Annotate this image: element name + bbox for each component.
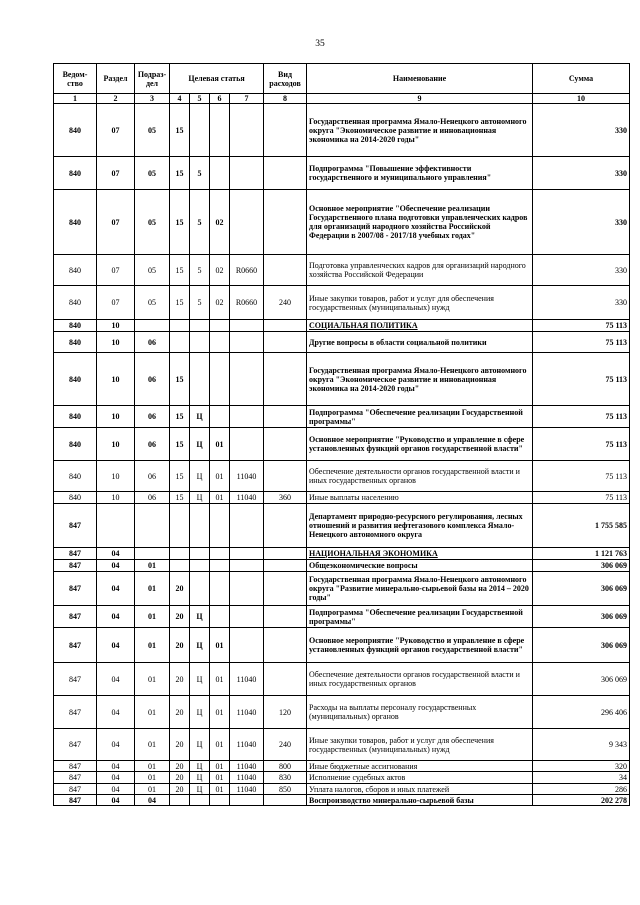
table-row bbox=[54, 286, 630, 320]
cell-summa: 75 113 bbox=[533, 492, 630, 504]
cell-summa: 330 bbox=[533, 255, 630, 286]
cell-naimenovanie: Подпрограмма "Обеспечение реализации Государственной программы" bbox=[307, 406, 533, 428]
cell-direction: 11040 bbox=[230, 461, 264, 492]
table-row bbox=[54, 548, 630, 560]
cell-vedomstvo: 847 bbox=[54, 729, 97, 761]
cell-vid-rashodov bbox=[264, 504, 307, 548]
column-numbers-row bbox=[54, 94, 630, 104]
cell-program: 20 bbox=[170, 761, 190, 772]
cell-podrazdel: 06 bbox=[135, 332, 170, 353]
cell-razdel: 04 bbox=[97, 784, 135, 795]
cell-program bbox=[170, 504, 190, 548]
cell-program bbox=[170, 332, 190, 353]
cell-summa: 306 069 bbox=[533, 663, 630, 696]
cell-naimenovanie: Иные закупки товаров, работ и услуг для обеспечения государственных (муниципальных) нужд bbox=[307, 286, 533, 320]
cell-subprogram: 5 bbox=[190, 286, 210, 320]
cell-podrazdel: 06 bbox=[135, 492, 170, 504]
cell-direction: R0660 bbox=[230, 255, 264, 286]
cell-direction: 11040 bbox=[230, 663, 264, 696]
cell-subprogram bbox=[190, 560, 210, 572]
cell-naimenovanie: Иные выплаты населению bbox=[307, 492, 533, 504]
cell-direction: 11040 bbox=[230, 492, 264, 504]
cell-vid-rashodov bbox=[264, 157, 307, 190]
cell-summa: 306 069 bbox=[533, 572, 630, 606]
cell-razdel: 07 bbox=[97, 255, 135, 286]
cell-subprogram bbox=[190, 795, 210, 806]
cell-subprogram bbox=[190, 332, 210, 353]
cell-event: 01 bbox=[210, 772, 230, 784]
cell-vid-rashodov: 800 bbox=[264, 761, 307, 772]
budget-table bbox=[53, 63, 630, 806]
cell-subprogram: Ц bbox=[190, 696, 210, 729]
cell-naimenovanie: СОЦИАЛЬНАЯ ПОЛИТИКА bbox=[307, 320, 533, 332]
cell-event bbox=[210, 353, 230, 406]
cell-subprogram bbox=[190, 548, 210, 560]
cell-vedomstvo: 847 bbox=[54, 504, 97, 548]
cell-summa: 1 121 763 bbox=[533, 548, 630, 560]
cell-event: 01 bbox=[210, 428, 230, 461]
cell-podrazdel: 01 bbox=[135, 729, 170, 761]
cell-podrazdel: 01 bbox=[135, 784, 170, 795]
cell-direction: 11040 bbox=[230, 729, 264, 761]
cell-vid-rashodov bbox=[264, 428, 307, 461]
cell-vid-rashodov: 830 bbox=[264, 772, 307, 784]
cell-razdel: 04 bbox=[97, 729, 135, 761]
cell-subprogram bbox=[190, 504, 210, 548]
cell-vedomstvo: 847 bbox=[54, 606, 97, 628]
cell-program: 20 bbox=[170, 696, 190, 729]
cell-vedomstvo: 847 bbox=[54, 795, 97, 806]
cell-event bbox=[210, 320, 230, 332]
cell-naimenovanie: НАЦИОНАЛЬНАЯ ЭКОНОМИКА bbox=[307, 548, 533, 560]
cell-summa: 75 113 bbox=[533, 406, 630, 428]
table-row bbox=[54, 560, 630, 572]
cell-summa: 75 113 bbox=[533, 428, 630, 461]
table-row bbox=[54, 104, 630, 157]
cell-naimenovanie: Основное мероприятие "Обеспечение реализации Государственного плана подготовки управленческих кадров для организаций народного хозяйства Российской Федерации в 2007/08 - 2017/18 учебных годах" bbox=[307, 190, 533, 255]
cell-direction bbox=[230, 157, 264, 190]
column-number: 4 bbox=[170, 94, 190, 104]
cell-naimenovanie: Основное мероприятие "Руководство и управление в сфере установленных функций органов государственной власти" bbox=[307, 628, 533, 663]
cell-event: 01 bbox=[210, 784, 230, 795]
cell-vedomstvo: 847 bbox=[54, 548, 97, 560]
cell-razdel: 07 bbox=[97, 104, 135, 157]
cell-naimenovanie: Другие вопросы в области социальной политики bbox=[307, 332, 533, 353]
cell-subprogram: 5 bbox=[190, 255, 210, 286]
cell-razdel: 04 bbox=[97, 548, 135, 560]
cell-podrazdel: 04 bbox=[135, 795, 170, 806]
cell-program: 15 bbox=[170, 190, 190, 255]
cell-event bbox=[210, 104, 230, 157]
cell-event: 02 bbox=[210, 286, 230, 320]
table-row bbox=[54, 353, 630, 406]
cell-subprogram: Ц bbox=[190, 772, 210, 784]
cell-razdel: 04 bbox=[97, 628, 135, 663]
table-body bbox=[54, 104, 630, 806]
cell-subprogram: Ц bbox=[190, 729, 210, 761]
cell-vid-rashodov: 240 bbox=[264, 729, 307, 761]
cell-razdel: 10 bbox=[97, 406, 135, 428]
table-row bbox=[54, 628, 630, 663]
cell-podrazdel: 06 bbox=[135, 353, 170, 406]
cell-vid-rashodov bbox=[264, 353, 307, 406]
cell-event bbox=[210, 332, 230, 353]
cell-naimenovanie: Государственная программа Ямало-Ненецкого автономного округа "Экономическое развитие и инновационная экономика на 2014-2020 годы" bbox=[307, 104, 533, 157]
page-number: 35 bbox=[315, 39, 325, 49]
table-row bbox=[54, 406, 630, 428]
cell-program: 15 bbox=[170, 428, 190, 461]
cell-direction bbox=[230, 428, 264, 461]
cell-summa: 1 755 585 bbox=[533, 504, 630, 548]
cell-program: 15 bbox=[170, 406, 190, 428]
column-number: 6 bbox=[210, 94, 230, 104]
cell-event: 01 bbox=[210, 696, 230, 729]
cell-vedomstvo: 847 bbox=[54, 663, 97, 696]
cell-summa: 75 113 bbox=[533, 353, 630, 406]
table-row bbox=[54, 572, 630, 606]
cell-vedomstvo: 840 bbox=[54, 104, 97, 157]
cell-vedomstvo: 847 bbox=[54, 572, 97, 606]
column-number: 2 bbox=[97, 94, 135, 104]
column-number: 5 bbox=[190, 94, 210, 104]
cell-program: 15 bbox=[170, 286, 190, 320]
cell-vedomstvo: 847 bbox=[54, 772, 97, 784]
cell-vedomstvo: 847 bbox=[54, 628, 97, 663]
cell-summa: 34 bbox=[533, 772, 630, 784]
cell-subprogram: 5 bbox=[190, 157, 210, 190]
cell-direction bbox=[230, 628, 264, 663]
cell-naimenovanie: Подпрограмма "Повышение эффективности государственного и муниципального управления" bbox=[307, 157, 533, 190]
cell-program: 20 bbox=[170, 606, 190, 628]
cell-vid-rashodov: 120 bbox=[264, 696, 307, 729]
cell-podrazdel: 05 bbox=[135, 255, 170, 286]
cell-summa: 330 bbox=[533, 104, 630, 157]
cell-razdel: 04 bbox=[97, 772, 135, 784]
cell-podrazdel: 01 bbox=[135, 606, 170, 628]
cell-vedomstvo: 840 bbox=[54, 255, 97, 286]
cell-vid-rashodov bbox=[264, 548, 307, 560]
cell-subprogram: Ц bbox=[190, 606, 210, 628]
cell-razdel bbox=[97, 504, 135, 548]
cell-program: 15 bbox=[170, 157, 190, 190]
cell-vedomstvo: 840 bbox=[54, 320, 97, 332]
cell-podrazdel: 01 bbox=[135, 628, 170, 663]
header-podrazdel: Подраз-дел bbox=[135, 64, 170, 94]
cell-razdel: 04 bbox=[97, 761, 135, 772]
cell-vid-rashodov bbox=[264, 606, 307, 628]
cell-podrazdel: 01 bbox=[135, 761, 170, 772]
cell-vedomstvo: 840 bbox=[54, 332, 97, 353]
cell-vedomstvo: 847 bbox=[54, 560, 97, 572]
cell-podrazdel: 05 bbox=[135, 157, 170, 190]
cell-razdel: 07 bbox=[97, 157, 135, 190]
cell-vid-rashodov bbox=[264, 663, 307, 696]
cell-event bbox=[210, 157, 230, 190]
cell-vid-rashodov: 240 bbox=[264, 286, 307, 320]
cell-podrazdel: 01 bbox=[135, 772, 170, 784]
cell-program: 20 bbox=[170, 572, 190, 606]
cell-podrazdel: 05 bbox=[135, 190, 170, 255]
cell-vedomstvo: 840 bbox=[54, 492, 97, 504]
cell-podrazdel: 06 bbox=[135, 461, 170, 492]
cell-subprogram: Ц bbox=[190, 628, 210, 663]
table-row bbox=[54, 157, 630, 190]
cell-program bbox=[170, 548, 190, 560]
cell-program: 20 bbox=[170, 663, 190, 696]
table-row bbox=[54, 492, 630, 504]
cell-direction bbox=[230, 606, 264, 628]
cell-vid-rashodov bbox=[264, 255, 307, 286]
cell-podrazdel: 01 bbox=[135, 560, 170, 572]
cell-event bbox=[210, 795, 230, 806]
cell-naimenovanie: Иные закупки товаров, работ и услуг для обеспечения государственных (муниципальных) нужд bbox=[307, 729, 533, 761]
cell-vid-rashodov bbox=[264, 461, 307, 492]
table-row bbox=[54, 504, 630, 548]
cell-program: 15 bbox=[170, 461, 190, 492]
cell-program: 20 bbox=[170, 628, 190, 663]
cell-razdel: 07 bbox=[97, 190, 135, 255]
cell-vedomstvo: 840 bbox=[54, 286, 97, 320]
cell-vedomstvo: 847 bbox=[54, 696, 97, 729]
cell-direction bbox=[230, 353, 264, 406]
header-vedomstvo: Ведом-ство bbox=[54, 64, 97, 94]
table-row bbox=[54, 428, 630, 461]
cell-event: 01 bbox=[210, 461, 230, 492]
column-number: 7 bbox=[230, 94, 264, 104]
column-number: 8 bbox=[264, 94, 307, 104]
cell-subprogram: Ц bbox=[190, 406, 210, 428]
table-row bbox=[54, 461, 630, 492]
cell-direction bbox=[230, 190, 264, 255]
table-row bbox=[54, 606, 630, 628]
cell-summa: 306 069 bbox=[533, 628, 630, 663]
cell-razdel: 04 bbox=[97, 560, 135, 572]
cell-naimenovanie: Общеэкономические вопросы bbox=[307, 560, 533, 572]
cell-direction: R0660 bbox=[230, 286, 264, 320]
cell-event: 01 bbox=[210, 729, 230, 761]
cell-summa: 75 113 bbox=[533, 332, 630, 353]
cell-summa: 75 113 bbox=[533, 320, 630, 332]
cell-subprogram bbox=[190, 320, 210, 332]
table-row bbox=[54, 761, 630, 772]
table-row bbox=[54, 784, 630, 795]
cell-program: 15 bbox=[170, 255, 190, 286]
cell-vedomstvo: 840 bbox=[54, 190, 97, 255]
cell-vid-rashodov bbox=[264, 320, 307, 332]
cell-vedomstvo: 840 bbox=[54, 428, 97, 461]
cell-razdel: 04 bbox=[97, 696, 135, 729]
cell-razdel: 10 bbox=[97, 461, 135, 492]
header-razdel: Раздел bbox=[97, 64, 135, 94]
cell-vid-rashodov: 850 bbox=[264, 784, 307, 795]
cell-podrazdel bbox=[135, 548, 170, 560]
cell-event: 02 bbox=[210, 255, 230, 286]
header-row bbox=[54, 64, 630, 94]
cell-program bbox=[170, 795, 190, 806]
cell-summa: 320 bbox=[533, 761, 630, 772]
table-row bbox=[54, 320, 630, 332]
cell-vid-rashodov bbox=[264, 104, 307, 157]
cell-naimenovanie: Воспроизводство минерально-сырьевой базы bbox=[307, 795, 533, 806]
cell-direction: 11040 bbox=[230, 696, 264, 729]
cell-subprogram: Ц bbox=[190, 784, 210, 795]
cell-direction bbox=[230, 504, 264, 548]
cell-razdel: 10 bbox=[97, 320, 135, 332]
cell-event bbox=[210, 504, 230, 548]
cell-direction bbox=[230, 406, 264, 428]
cell-naimenovanie: Обеспечение деятельности органов государственной власти и иных государственных органов bbox=[307, 663, 533, 696]
cell-event: 01 bbox=[210, 492, 230, 504]
cell-vedomstvo: 847 bbox=[54, 784, 97, 795]
cell-naimenovanie: Обеспечение деятельности органов государственной власти и иных государственных органов bbox=[307, 461, 533, 492]
cell-subprogram: Ц bbox=[190, 761, 210, 772]
table-row bbox=[54, 190, 630, 255]
cell-direction bbox=[230, 320, 264, 332]
cell-event: 01 bbox=[210, 628, 230, 663]
table-row bbox=[54, 696, 630, 729]
cell-razdel: 10 bbox=[97, 353, 135, 406]
cell-program: 20 bbox=[170, 772, 190, 784]
cell-podrazdel: 01 bbox=[135, 572, 170, 606]
cell-subprogram bbox=[190, 353, 210, 406]
cell-summa: 286 bbox=[533, 784, 630, 795]
cell-vid-rashodov bbox=[264, 795, 307, 806]
cell-direction: 11040 bbox=[230, 784, 264, 795]
table-row bbox=[54, 729, 630, 761]
cell-naimenovanie: Государственная программа Ямало-Ненецкого автономного округа "Экономическое развитие и инновационная экономика на 2014-2020 годы" bbox=[307, 353, 533, 406]
cell-direction bbox=[230, 104, 264, 157]
cell-vedomstvo: 840 bbox=[54, 461, 97, 492]
column-number: 9 bbox=[307, 94, 533, 104]
cell-naimenovanie: Иные бюджетные ассигнования bbox=[307, 761, 533, 772]
cell-event: 02 bbox=[210, 190, 230, 255]
cell-subprogram: Ц bbox=[190, 663, 210, 696]
cell-program bbox=[170, 320, 190, 332]
table-row bbox=[54, 795, 630, 806]
cell-summa: 202 278 bbox=[533, 795, 630, 806]
cell-summa: 306 069 bbox=[533, 606, 630, 628]
cell-razdel: 10 bbox=[97, 332, 135, 353]
cell-direction bbox=[230, 560, 264, 572]
cell-event bbox=[210, 606, 230, 628]
cell-razdel: 04 bbox=[97, 795, 135, 806]
cell-summa: 9 343 bbox=[533, 729, 630, 761]
table-row bbox=[54, 332, 630, 353]
cell-summa: 306 069 bbox=[533, 560, 630, 572]
cell-vid-rashodov bbox=[264, 572, 307, 606]
header-celevaya-statya: Целевая статья bbox=[170, 64, 264, 94]
cell-program bbox=[170, 560, 190, 572]
cell-podrazdel: 05 bbox=[135, 104, 170, 157]
cell-naimenovanie: Государственная программа Ямало-Ненецкого автономного округа "Развитие минерально-сырьевой базы на 2014 – 2020 годы" bbox=[307, 572, 533, 606]
table-row bbox=[54, 663, 630, 696]
cell-vid-rashodov bbox=[264, 628, 307, 663]
cell-razdel: 10 bbox=[97, 492, 135, 504]
cell-summa: 330 bbox=[533, 157, 630, 190]
cell-naimenovanie: Уплата налогов, сборов и иных платежей bbox=[307, 784, 533, 795]
cell-vid-rashodov: 360 bbox=[264, 492, 307, 504]
cell-podrazdel: 06 bbox=[135, 406, 170, 428]
header-naimenovanie: Наименование bbox=[307, 64, 533, 94]
cell-vid-rashodov bbox=[264, 332, 307, 353]
cell-podrazdel bbox=[135, 504, 170, 548]
cell-razdel: 07 bbox=[97, 286, 135, 320]
cell-direction bbox=[230, 795, 264, 806]
cell-vid-rashodov bbox=[264, 190, 307, 255]
cell-subprogram: Ц bbox=[190, 492, 210, 504]
cell-naimenovanie: Основное мероприятие "Руководство и управление в сфере установленных функций органов государственной власти" bbox=[307, 428, 533, 461]
cell-podrazdel bbox=[135, 320, 170, 332]
cell-razdel: 10 bbox=[97, 428, 135, 461]
table-row bbox=[54, 772, 630, 784]
cell-vedomstvo: 840 bbox=[54, 406, 97, 428]
cell-naimenovanie: Департамент природно-ресурсного регулирования, лесных отношений и развития нефтегазового комплекса Ямало-Ненецкого автономного округа bbox=[307, 504, 533, 548]
cell-subprogram: Ц bbox=[190, 461, 210, 492]
cell-subprogram bbox=[190, 104, 210, 157]
cell-subprogram bbox=[190, 572, 210, 606]
column-number: 1 bbox=[54, 94, 97, 104]
cell-event bbox=[210, 548, 230, 560]
cell-podrazdel: 01 bbox=[135, 696, 170, 729]
cell-summa: 296 406 bbox=[533, 696, 630, 729]
cell-razdel: 04 bbox=[97, 606, 135, 628]
cell-naimenovanie: Подготовка управленческих кадров для организаций народного хозяйства Российской Федерации bbox=[307, 255, 533, 286]
header-summa: Сумма bbox=[533, 64, 630, 94]
cell-subprogram: Ц bbox=[190, 428, 210, 461]
column-number: 10 bbox=[533, 94, 630, 104]
header-vid-rashodov: Вид расходов bbox=[264, 64, 307, 94]
cell-podrazdel: 01 bbox=[135, 663, 170, 696]
cell-razdel: 04 bbox=[97, 663, 135, 696]
cell-program: 15 bbox=[170, 492, 190, 504]
cell-event: 01 bbox=[210, 761, 230, 772]
cell-direction: 11040 bbox=[230, 772, 264, 784]
table-row bbox=[54, 255, 630, 286]
cell-event bbox=[210, 406, 230, 428]
cell-program: 20 bbox=[170, 729, 190, 761]
cell-event: 01 bbox=[210, 663, 230, 696]
cell-naimenovanie: Подпрограмма "Обеспечение реализации Государственной программы" bbox=[307, 606, 533, 628]
cell-direction bbox=[230, 572, 264, 606]
cell-vid-rashodov bbox=[264, 406, 307, 428]
cell-direction bbox=[230, 548, 264, 560]
cell-event bbox=[210, 572, 230, 606]
cell-summa: 330 bbox=[533, 190, 630, 255]
cell-podrazdel: 05 bbox=[135, 286, 170, 320]
cell-event bbox=[210, 560, 230, 572]
cell-subprogram: 5 bbox=[190, 190, 210, 255]
cell-naimenovanie: Исполнение судебных актов bbox=[307, 772, 533, 784]
cell-vedomstvo: 847 bbox=[54, 761, 97, 772]
cell-direction bbox=[230, 332, 264, 353]
column-number: 3 bbox=[135, 94, 170, 104]
cell-summa: 75 113 bbox=[533, 461, 630, 492]
cell-vid-rashodov bbox=[264, 560, 307, 572]
cell-program: 15 bbox=[170, 104, 190, 157]
cell-vedomstvo: 840 bbox=[54, 353, 97, 406]
cell-summa: 330 bbox=[533, 286, 630, 320]
cell-program: 15 bbox=[170, 353, 190, 406]
cell-program: 20 bbox=[170, 784, 190, 795]
cell-direction: 11040 bbox=[230, 761, 264, 772]
cell-podrazdel: 06 bbox=[135, 428, 170, 461]
cell-razdel: 04 bbox=[97, 572, 135, 606]
cell-naimenovanie: Расходы на выплаты персоналу государственных (муниципальных) органов bbox=[307, 696, 533, 729]
cell-vedomstvo: 840 bbox=[54, 157, 97, 190]
